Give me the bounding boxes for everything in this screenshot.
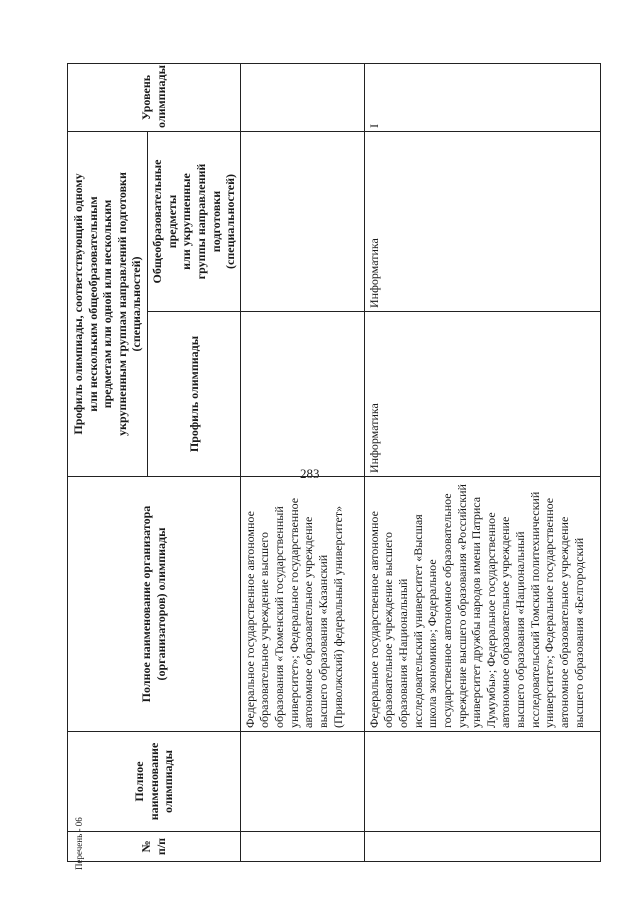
row-1-num [240, 832, 364, 862]
table-row [364, 63, 600, 861]
row-2-level: I [364, 63, 600, 131]
header-olympiad-name: Полное наименование олимпиады [68, 732, 241, 832]
row-1-subjects [240, 131, 364, 311]
row-2-num [364, 832, 600, 862]
table-row [240, 63, 364, 861]
header-profile-group: Профиль олимпиады, соответствующий одному или нескольким общеобразовательным предметам или одной или нескольким укрупненным группам направлений подготовки (специальностей) [68, 131, 148, 476]
header-num: № п/п [68, 832, 241, 862]
row-1-organizer: Федеральное государственное автономное образовательное учреждение высшего образования «Тюменский государственный университет»; Федеральное государственное автономное образовательное учреждение высшего образования «Казанский (Приволжский) федеральный университет» [240, 477, 364, 732]
row-2-subjects: Информатика [364, 131, 600, 311]
olympiad-table [67, 63, 601, 862]
rotated-table-wrapper [67, 64, 589, 862]
header-level: Уровень олимпиады [68, 63, 241, 131]
page-number: 283 [300, 466, 320, 481]
row-2-name [364, 732, 600, 832]
header-row [68, 63, 148, 861]
row-2-profile: Информатика [364, 312, 600, 477]
header-profile: Профиль олимпиады [148, 312, 241, 477]
row-2-organizer: Федеральное государственное автономное образовательное учреждение высшего образования «Национальный исследовательский университет «Высшая школа экономики»; Федеральное государственное автономное образовательное учреждение высшего образования «Российский университет дружбы народов имени Патриса Лумумбы»; Федеральное государственное автономное образовательное учреждение высшего образования «Национальный исследовательский Томский политехнический университет»; Федеральное государственное автономное образовательное учреждение высшего образования «Белгородский [364, 477, 600, 732]
row-1-profile [240, 312, 364, 477]
header-organizer: Полное наименование организатора (организаторов) олимпиады [68, 477, 241, 732]
footer-note: Перечень - 06 [74, 817, 84, 870]
header-subjects: Общеобразовательные предметы или укрупненные группы направлений подготовки (специальностей) [148, 131, 241, 311]
row-1-name [240, 732, 364, 832]
row-1-level [240, 63, 364, 131]
